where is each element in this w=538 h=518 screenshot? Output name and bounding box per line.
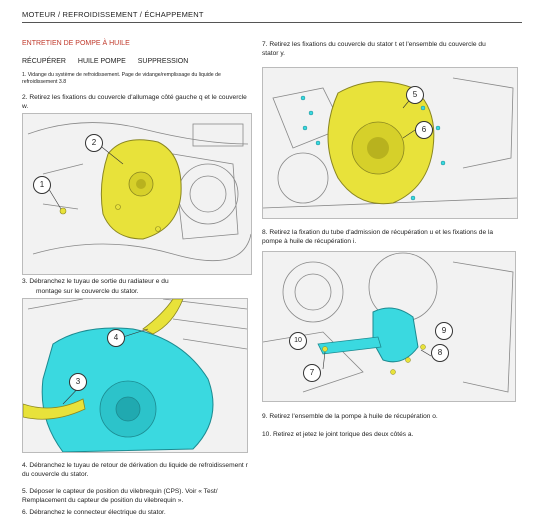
step-3-text-cont: montage sur le couvercle du stator.	[36, 288, 139, 295]
step-1-note: 1. Vidange du système de refroidissement. Page de vidange/remplissage du liquide de refroidissement 3.8	[22, 72, 221, 85]
callout-10: 10	[289, 332, 307, 350]
callout-5: 5	[406, 86, 424, 104]
callout-6: 6	[415, 121, 433, 139]
step-3-text: 3. Débranchez le tuyau de sortie du radiateur e du	[22, 278, 169, 285]
page-header: MOTEUR / REFROIDISSEMENT / ÉCHAPPEMENT	[22, 10, 204, 19]
step-6-text: 6. Débranchez le connecteur électrique du stator.	[22, 509, 166, 516]
step-4-text: 4. Débranchez le tuyau de retour de dérivation du liquide de refroidissement r du couvercle du stator.	[22, 462, 248, 478]
step-5-text: 5. Déposer le capteur de position du vilebrequin (CPS). Voir « Test/ Remplacement du capteur de position du vilebrequin ».	[22, 488, 218, 504]
figure-stator-cover-hoses	[22, 298, 248, 453]
step-8-text: 8. Retirez la fixation du tube d'admission de récupération u et les fixations de la pompe à huile de récupération i.	[262, 229, 494, 245]
callout-8: 8	[431, 344, 449, 362]
callout-3: 3	[69, 373, 87, 391]
procedure-tags	[22, 58, 198, 65]
tag-huile-pompe: HUILE POMPE	[77, 58, 126, 65]
callout-2: 2	[85, 134, 103, 152]
tag-recuperer: RÉCUPÉRER	[22, 58, 66, 65]
callout-4: 4	[107, 329, 125, 347]
callout-1: 1	[33, 176, 51, 194]
callout-7: 7	[303, 364, 321, 382]
step-10-text: 10. Retirez et jetez le joint torique des deux côtés a.	[262, 431, 414, 438]
callout-9: 9	[435, 322, 453, 340]
tag-suppression: SUPPRESSION	[137, 58, 189, 65]
section-title: ENTRETIEN DE POMPE À HUILE	[22, 40, 130, 47]
figure-scavenge-oil-pump	[262, 251, 516, 402]
header-divider	[22, 22, 522, 23]
figure-ignition-cover	[22, 113, 252, 275]
step-9-text: 9. Retirez l'ensemble de la pompe à huile de récupération o.	[262, 413, 438, 420]
step-2-text: 2. Retirez les fixations du couvercle d'allumage côté gauche q et le couvercle w.	[22, 94, 247, 110]
step-7-text: 7. Retirez les fixations du couvercle du stator t et l'ensemble du couvercle du stator y.	[262, 41, 486, 57]
figure-stator-cover-assembly	[262, 67, 518, 219]
